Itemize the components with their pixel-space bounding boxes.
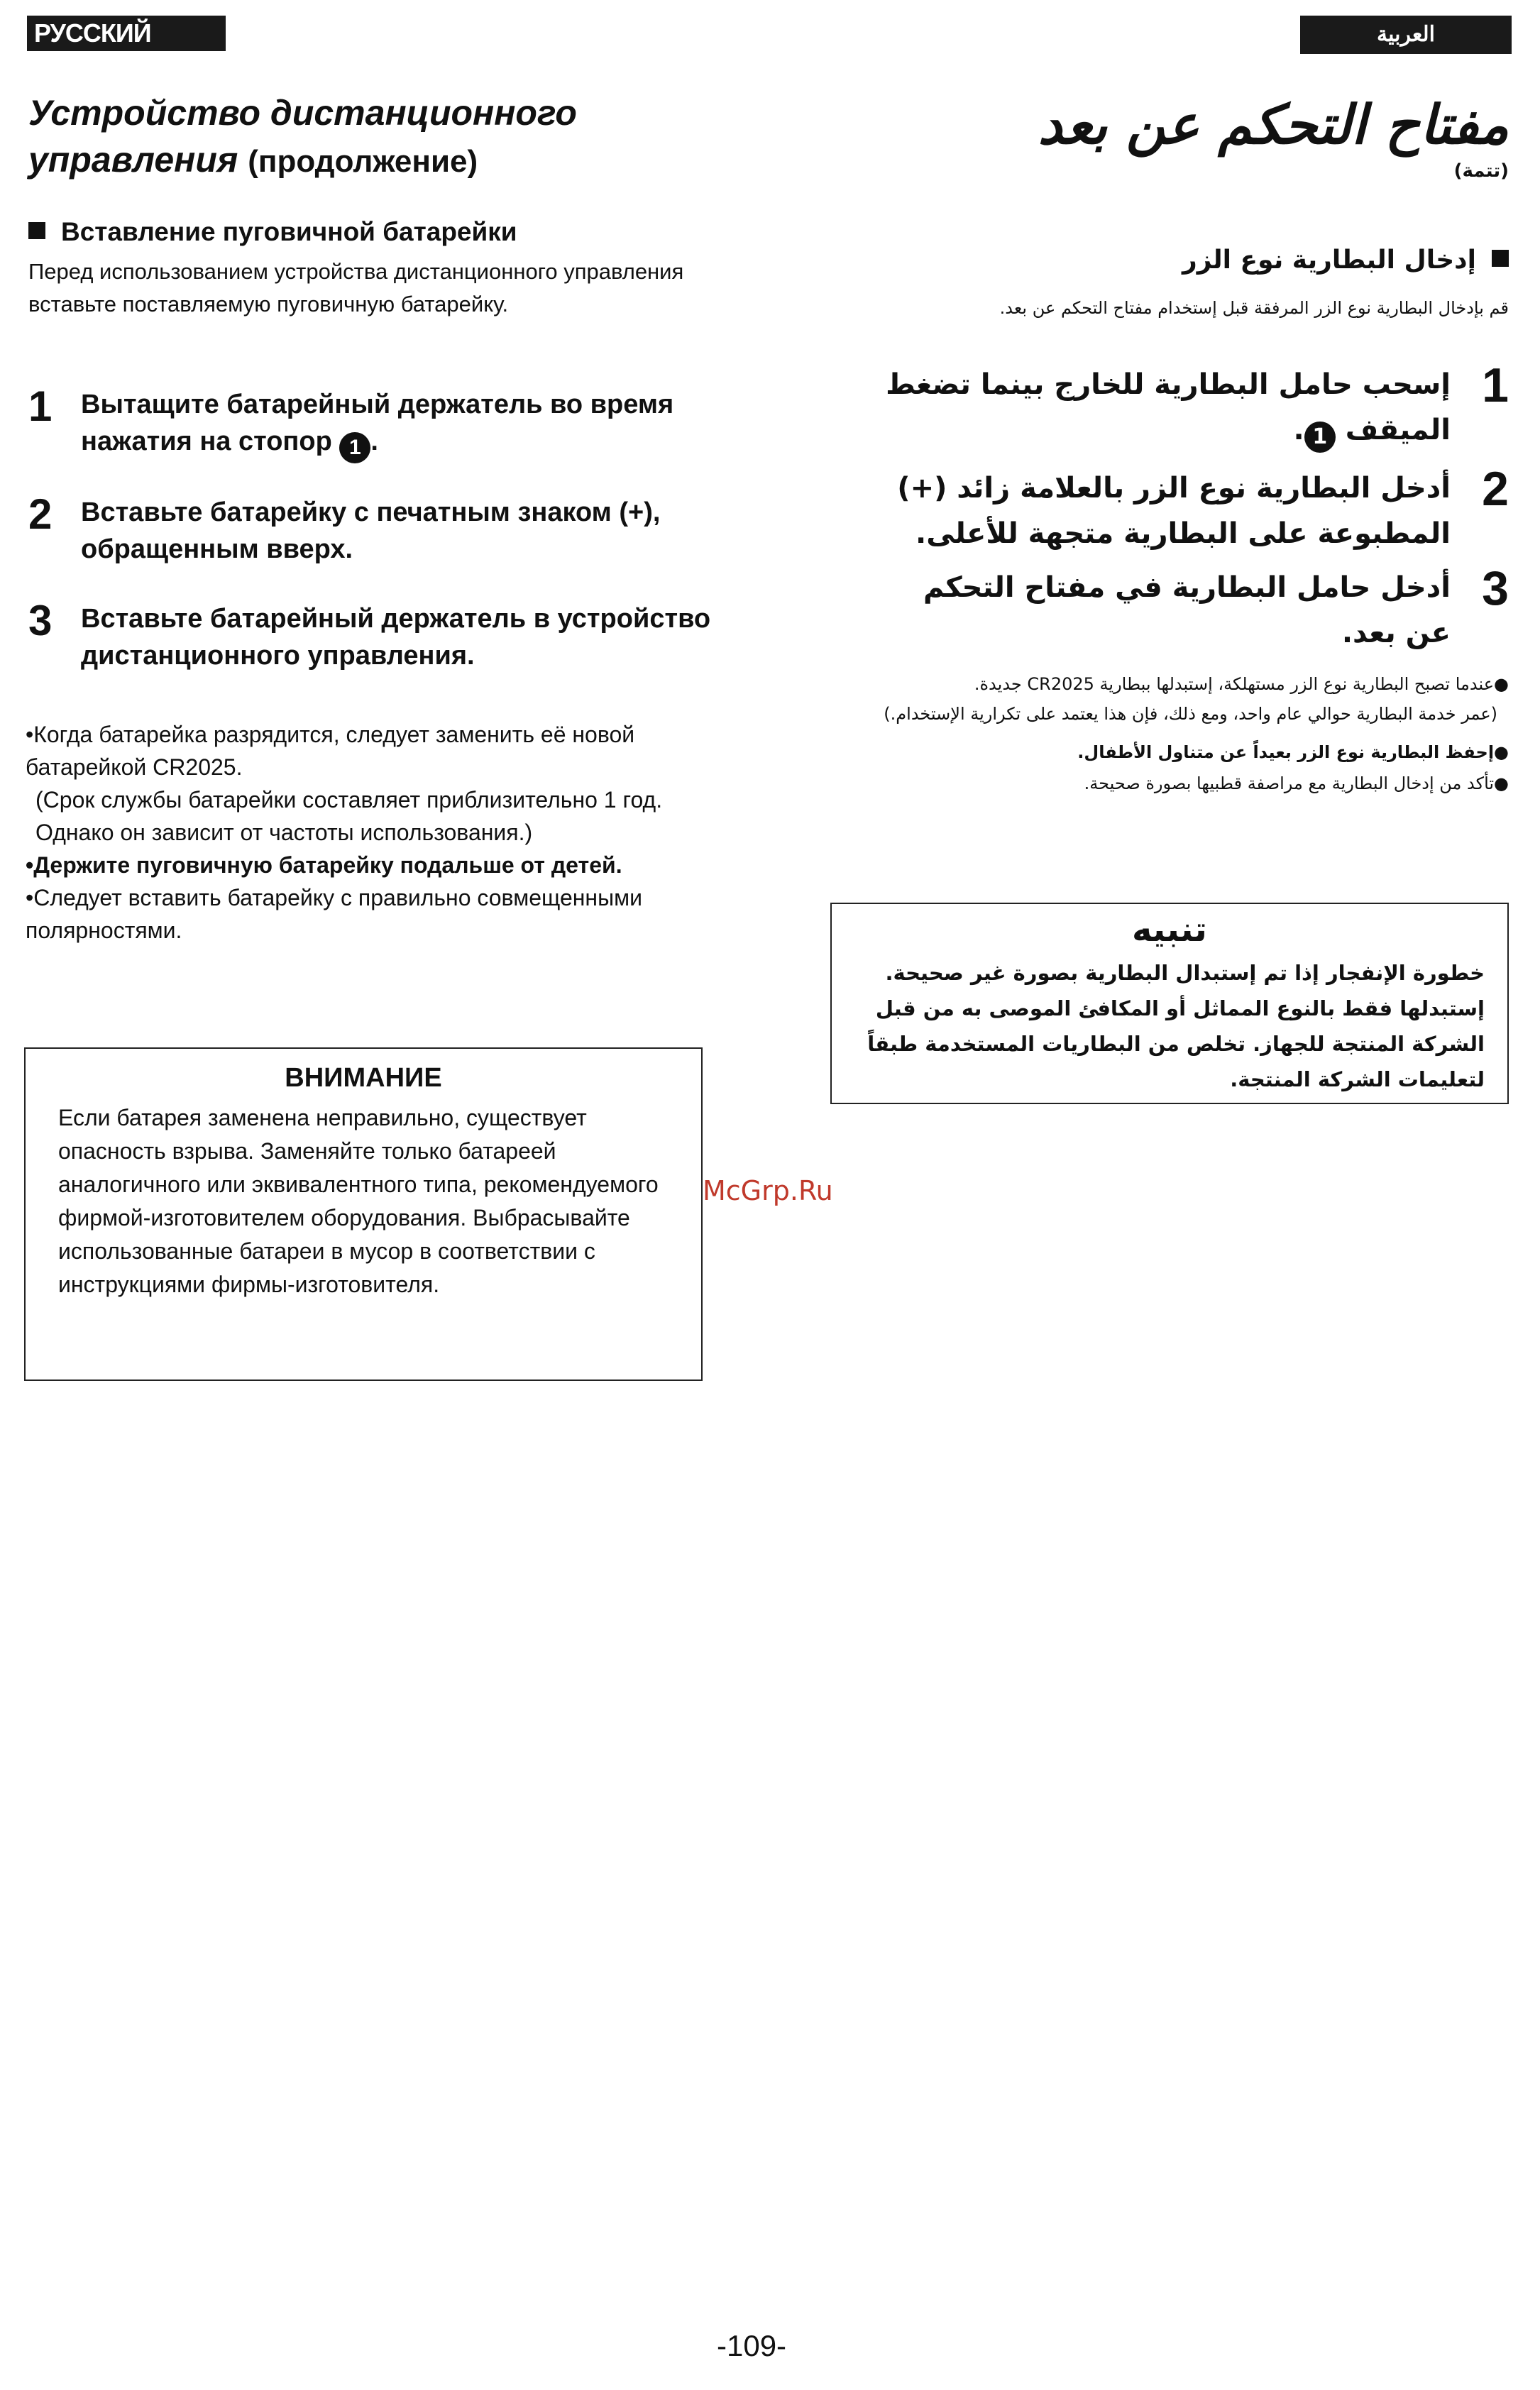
ru-warning-title: ВНИМАНИЕ [285,1063,442,1093]
ru-note-detail: (Срок службы батарейки составляет приблизительно 1 год. Однако он зависит от частоты использования.) [35,787,663,845]
page-number: -109- [717,2329,787,2362]
ru-note: •Когда батарейка разрядится, следует заменить её новой батарейкой CR2025. [26,722,635,780]
ar-step-1: 1 إسحب حامل البطارية للخارج بينما تضغط الميقف 1. [870,362,1509,461]
circled-number-icon: 1 [1304,422,1336,453]
ar-warning-text: خطورة الإنفجار إذا تم إستبدال البطارية بصورة غير صحيحة. إستبدلها فقط بالنوع المماثل أو المكافئ الموصى به من قبل الشركة المنتجة للجهاز. تخلص من البطاريات المستخدمة طبقاً لتعليمات الشركة المنتجة. [867,961,1485,1091]
ru-warning-text: Если батарея заменена неправильно, существует опасность взрыва. Заменяйте только батареей аналогичного или эквивалентного типа, рекомендуемого фирмой-изготовителем оборудования. Выбрасывайте использованные батареи в мусор в соответствии с инструкциями фирмы-изготовителя. [58,1105,659,1297]
ru-warning-box [24,1047,703,1381]
language-tab-arabic: العربية [1300,16,1512,54]
ar-note: ●عندما تصبح البطارية نوع الزر مستهلكة، إستبدلها ببطارية CR2025 جديدة. [974,674,1509,694]
ar-step-text: أدخل حامل البطارية في مفتاح التحكم عن بعد. [923,571,1451,649]
ru-intro-text: Перед использованием устройства дистанционного управления вставьте поставляемую пуговичную батарейку. [28,259,684,316]
ru-title-line2: управления [28,140,238,180]
ar-step-number: 3 [1482,561,1509,615]
ar-step-3 [870,561,1509,664]
ru-step-text: Вставьте батарейку с печатным знаком (+), обращенным вверх. [81,497,661,564]
ru-page-title [28,89,724,185]
ru-section-heading [28,217,517,247]
ru-notes [26,718,707,947]
ru-step-text: Вытащите батарейный держатель во время нажатия на стопор [81,390,674,456]
ar-section-heading [1182,246,1509,275]
ru-note: •Следует вставить батарейку с правильно совмещенными полярностями. [26,885,642,943]
ar-step-2 [870,462,1509,565]
ar-step-text: إسحب حامل البطارية للخارج بينما تضغط الميقف [886,368,1451,446]
ru-step-text: Вставьте батарейный держатель в устройство дистанционного управления. [81,604,711,671]
ar-note: ●تأكد من إدخال البطارية مع مراصفة قطبيها بصورة صحيحة. [1084,773,1509,793]
ar-warning-box [830,903,1509,1104]
ar-step-number: 2 [1482,462,1509,516]
ar-page-title: مفتاح التحكم عن بعد [1038,93,1509,156]
ru-step-number: 1 [28,382,53,430]
square-bullet-icon [28,222,45,239]
ar-title-continued: (تتمة) [1453,160,1509,182]
ar-notes [827,668,1509,799]
ru-title-continued: (продолжение) [248,144,478,179]
ru-step-number: 3 [28,597,53,644]
circled-number-icon: 1 [339,432,370,463]
ar-intro-text: قم بإدخال البطارية نوع الزر المرفقة قبل إستخدام مفتاح التحكم عن بعد. [999,298,1509,318]
ar-note-bold: ●إحفظ البطارية نوع الزر بعيداً عن متناول الأطفال. [1077,742,1509,762]
square-bullet-icon [1492,250,1509,267]
ar-section-label: إدخال البطارية نوع الزر [1182,246,1476,275]
ar-step-number: 1 [1482,358,1509,412]
watermark: McGrp.Ru [703,1175,833,1206]
ar-step-text: أدخل البطارية نوع الزر بالعلامة زائد (+) المطبوعة على البطارية متجهة للأعلى. [897,472,1451,550]
ru-note-bold: •Держите пуговичную батарейку подальше от детей. [26,852,622,878]
ru-title-line1: Устройство дистанционного [28,93,577,133]
ru-step-number: 2 [28,490,53,538]
ar-note-detail: (عمر خدمة البطارية حوالي عام واحد، ومع ذلك، فإن هذا يعتمد على تكرارية الإستخدام.) [884,704,1497,724]
ar-warning-title: تنبيه [1132,910,1207,949]
ru-section-label: Вставление пуговичной батарейки [61,217,517,246]
language-tab-russian: РУССКИЙ ЯЗЫК [27,16,226,51]
